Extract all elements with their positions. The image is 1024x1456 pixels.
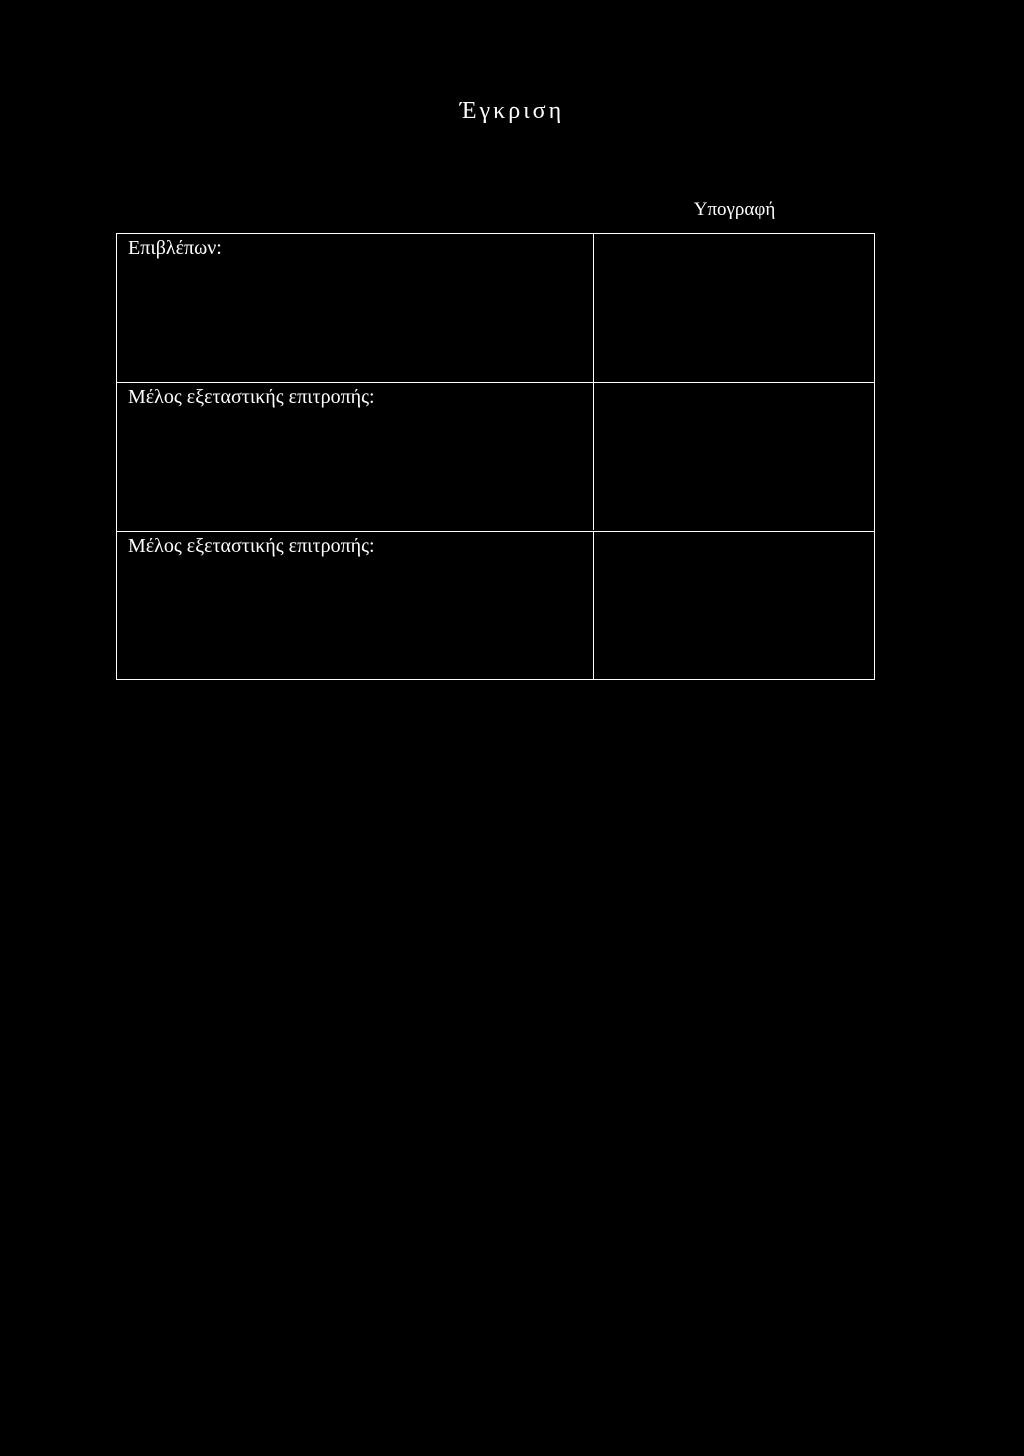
approval-row-supervisor xyxy=(117,234,874,382)
page-title: Έγκριση xyxy=(459,98,565,124)
role-label-committee-member-2: Μέλος εξεταστικής επιτροπής: xyxy=(117,532,594,679)
signature-column-header: Υπογραφή xyxy=(693,199,776,220)
role-label-committee-member-1: Μέλος εξεταστικής επιτροπής: xyxy=(117,383,594,530)
role-label-supervisor: Επιβλέπων: xyxy=(117,234,594,382)
approval-row-committee-member-2 xyxy=(117,531,874,679)
approval-row-committee-member-1 xyxy=(117,382,874,530)
signature-field-committee-member-2[interactable] xyxy=(594,532,874,679)
signature-field-committee-member-1[interactable] xyxy=(594,383,874,530)
approval-table xyxy=(116,233,875,680)
signature-field-supervisor[interactable] xyxy=(594,234,874,382)
